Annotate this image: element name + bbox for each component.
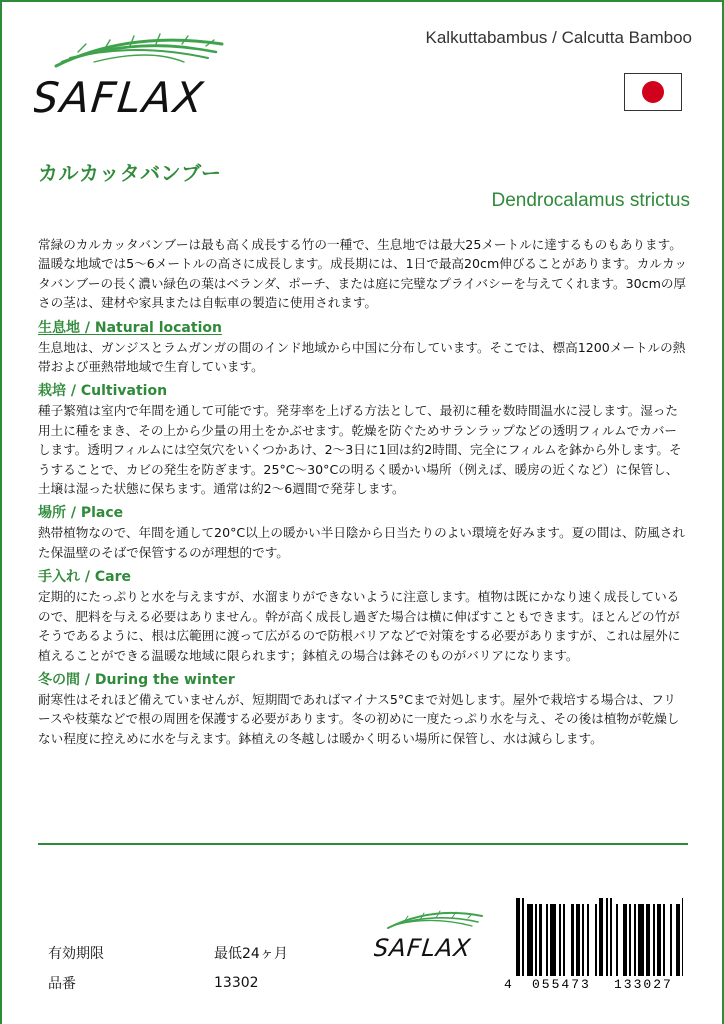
ean-barcode [502,904,692,996]
expiry-value: 最低24ヶ月 [214,946,288,962]
section-body-place: 熱帯植物なので、年間を通して20°C以上の暖かい半日陰から日当たりのよい環境を好みます。夏の間は、防風された保温壁のそばで保管するのが理想的です。 [38,525,685,560]
barcode-group-left: 055473 [532,977,591,992]
saflax-logo-small [374,904,492,968]
saflax-logo-small-graphic [374,904,492,968]
flag-sun-disc [642,81,664,103]
section-heading-winter: 冬の間 / During the winter [38,671,235,688]
barcode-bars [516,904,688,976]
item-number-label: 品番 [48,976,76,992]
barcode-first-digit: 4 [504,977,512,992]
section-heading-cultivation: 栽培 / Cultivation [38,383,168,400]
barcode-gap [683,898,687,976]
description-content [38,235,688,748]
intro-paragraph: 常緑のカルカッタバンブーは最も高く成長する竹の一種で、生息地では最大25メートルに達するものもあります。温暖な地域では5〜6メートルの高さに成長します。成長期には、1日で最高20cm伸びることがあります。カルカッタバンブーの長く濃い緑色の葉はベランダ、ポーチ、または庭に完璧なプライバシーを与えてくれます。30cmの厚さの茎は、建材や家具または自転車の製造に使用されます。 [38,237,688,311]
item-number-value: 13302 [214,975,259,991]
expiry-row [48,938,288,968]
section-heading-place: 場所 / Place [38,505,124,522]
product-title-jp: カルカッタバンブー [38,161,222,185]
product-title-latin: Dendrocalamus strictus [491,190,690,211]
section-heading-care: 手入れ / Care [38,569,131,586]
barcode-group-right: 133027 [614,977,673,992]
section-body-care: 定期的にたっぷりと水を与えますが、水溜まりができないように注意します。植物は既にかなり速く成長しているので、肥料を与える必要はありません。幹が高く成長し過ぎた場合は横に伸ばすこともできます。ほとんどの竹がそうであるように、根は広範囲に渡って広がるので防根バリアなどで対策をする必要がありますが、これは屋外に植えることができる温暖な地域に限られます；鉢植えの場合は鉢そのものがバリアになります。 [38,589,681,663]
expiry-label: 有効期限 [48,946,104,962]
item-number-row [48,968,288,998]
logo-wordmark: SAFLAX [34,73,208,122]
product-subtitle: Kalkuttabambus / Calcutta Bamboo [425,28,692,47]
section-body-natural-location: 生息地は、ガンジスとラムガンガの間のインド地域から中国に分布しています。そこでは、標高1200メートルの熱帯および亜熱帯地域で生育しています。 [38,339,686,375]
section-body-cultivation: 種子繁殖は室内で年間を通して可能です。発芽率を上げる方法として、最初に種を数時間温水に浸します。湿った用土に種をまき、その上から少量の用土をかぶせます。乾燥を防ぐためサランラップなどの透明フィルムでカバーします。透明フィルムには空気穴をいくつかあけ、2～3日に1回は約2時間、完全にフィルムを鉢から外します。そうすることで、カビの発生を防ぎます。25°C〜30°Cの明るく暖かい場所（例えば、暖房の近くなど）に保管し、土壌は湿った状態に保ちます。通常は約2～6週間で発芽します。 [38,403,682,497]
japan-flag-icon [624,73,682,111]
saflax-logo [34,22,244,132]
product-meta [48,938,288,998]
footer-divider [38,843,688,845]
top-border [2,0,722,2]
saflax-logo-graphic [34,22,244,132]
logo-small-wordmark: SAFLAX [374,934,473,962]
section-heading-natural-location: 生息地 / Natural location [38,319,222,336]
section-body-winter: 耐寒性はそれほど備えていませんが、短期間であればマイナス5°Cまで対処します。屋外で栽培する場合は、フリースや枝葉などで根の周囲を保護する必要があります。冬の初めに一度たっぷり水を与え、その後は植物が乾燥しない程度に控えめに水を与えます。鉢植えの冬越しは暖かく明るい場所に保管し、水は減らします。 [38,691,680,746]
